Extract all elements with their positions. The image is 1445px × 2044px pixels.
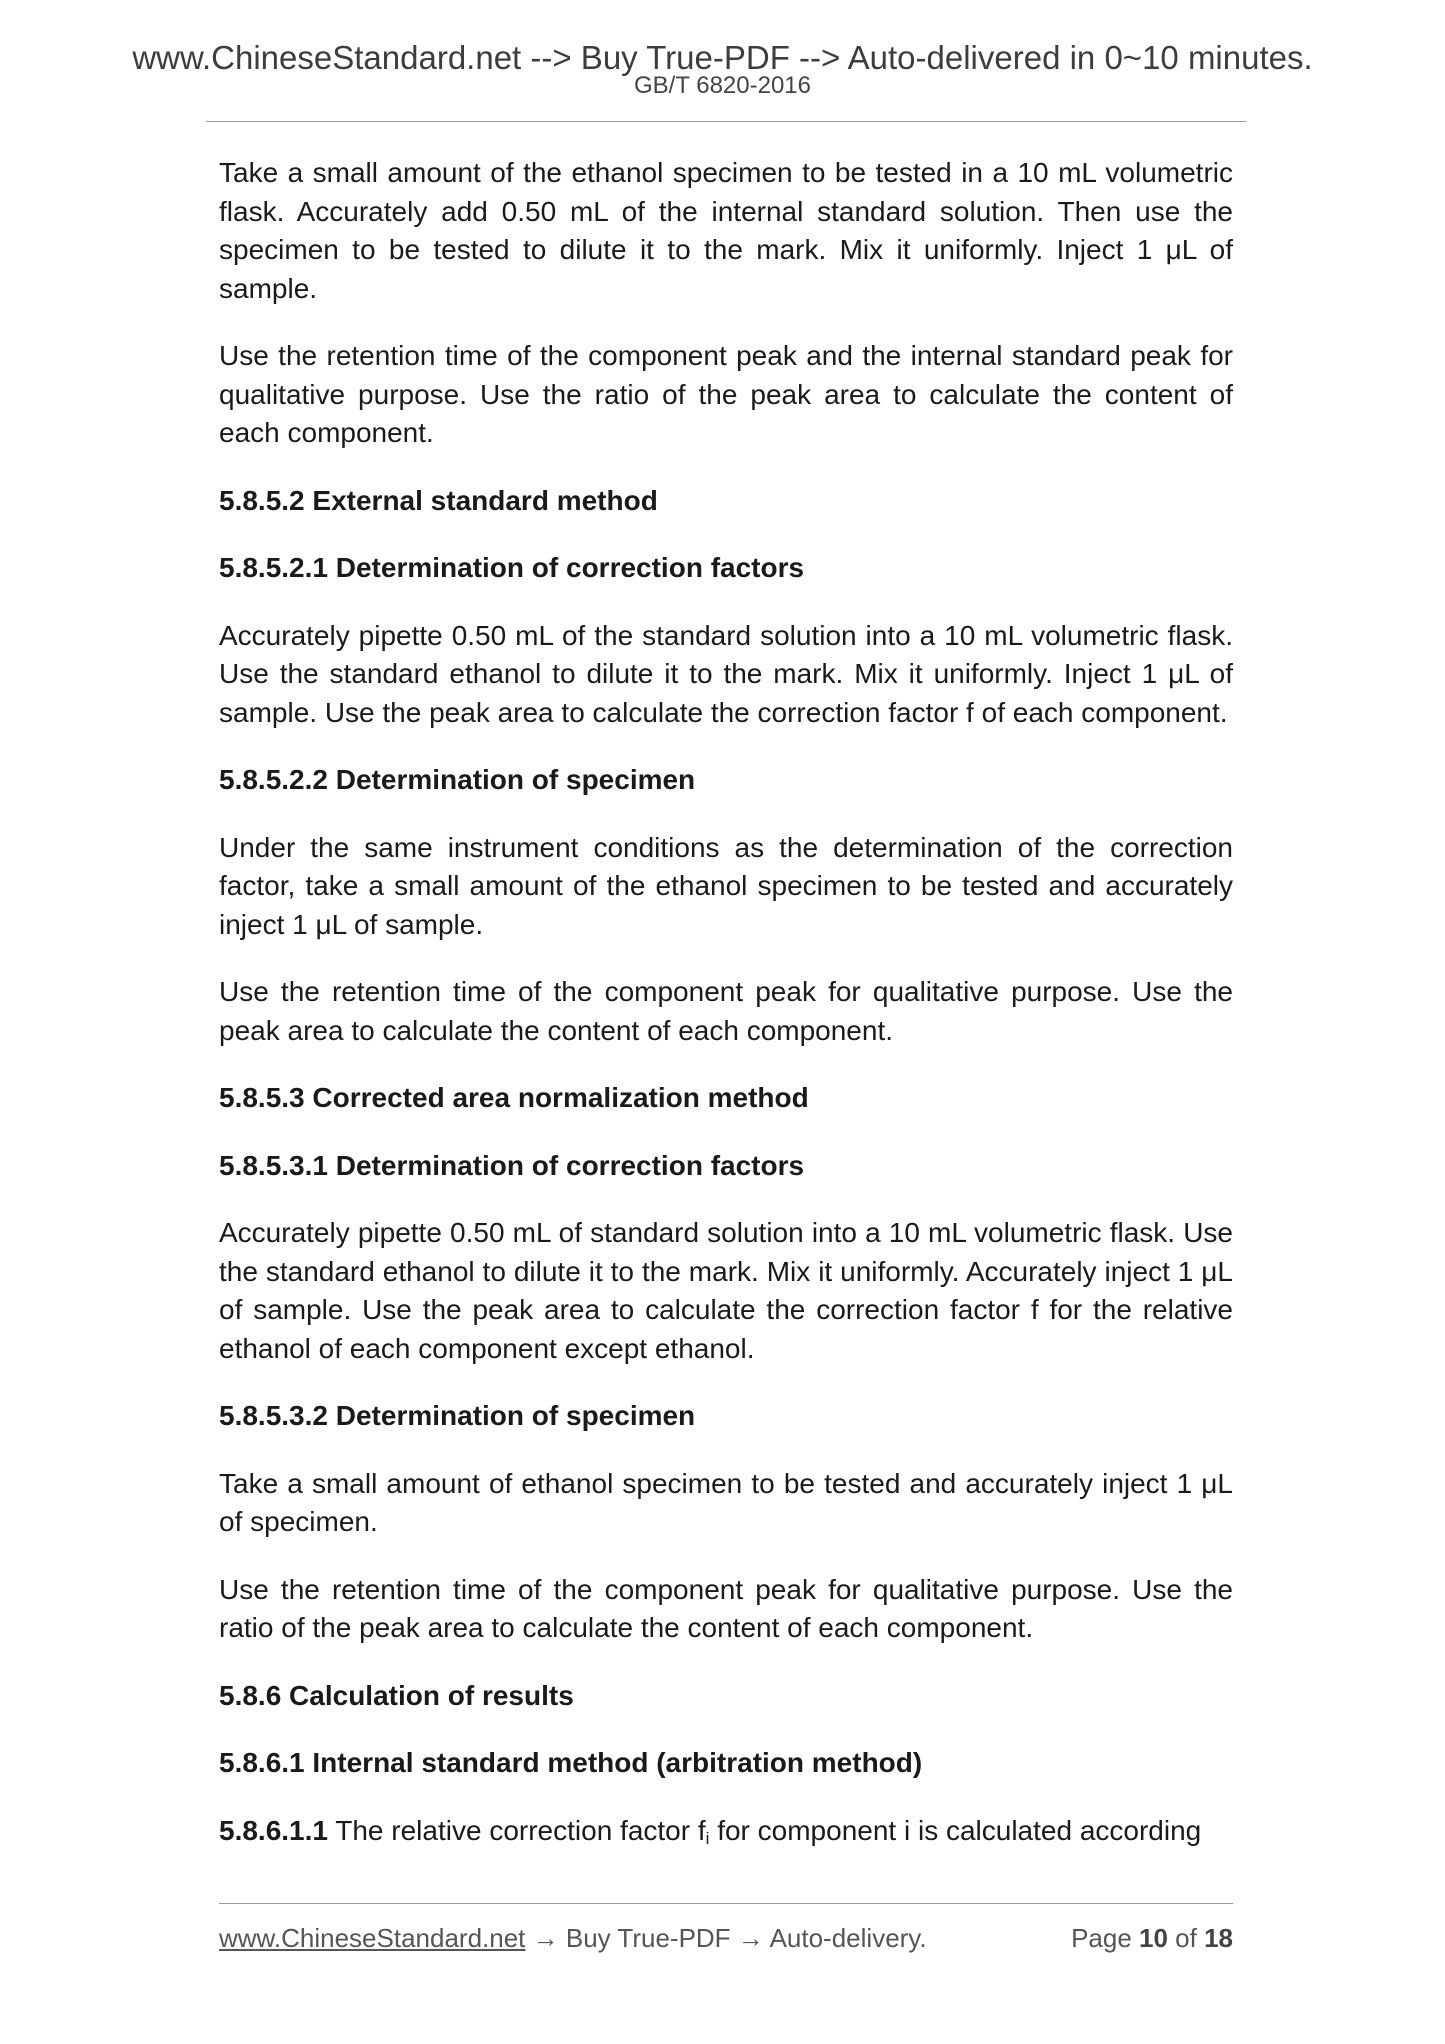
paragraph-qualitative-internal: Use the retention time of the component peak and the internal standard peak for qualitative purpose. Use the ratio of the peak area to calculate the content of each component.	[219, 340, 1233, 448]
site-banner: www.ChineseStandard.net --> Buy True-PDF --> Auto-delivered in 0~10 minutes.	[132, 39, 1313, 76]
page-footer	[219, 1919, 1233, 1957]
page-of: of	[1167, 1923, 1205, 1953]
paragraph-correction-factors-normalization: Accurately pipette 0.50 mL of standard solution into a 10 mL volumetric flask. Use the standard ethanol to dilute it to the mark. Mix it uniformly. Accurately inject 1 μL of sample. Use the peak area to calculate the correction factor f for the relative ethanol of each component except ethanol.	[219, 1217, 1233, 1364]
page-current: 10	[1139, 1923, 1168, 1953]
heading-5-8-6: 5.8.6 Calculation of results	[219, 1679, 574, 1711]
paragraph-relative-correction-factor	[219, 1812, 1233, 1851]
page-number	[1071, 1919, 1233, 1957]
heading-5-8-6-1: 5.8.6.1 Internal standard method (arbitration method)	[219, 1747, 923, 1778]
paragraph-qualitative-normalization: Use the retention time of the component peak for qualitative purpose. Use the ratio of the peak area to calculate the content of each component.	[219, 1573, 1233, 1643]
paragraph-qualitative-external: Use the retention time of the component peak for qualitative purpose. Use the peak area to calculate the content of each component.	[219, 976, 1233, 1046]
footer-site-link[interactable]: www.ChineseStandard.net	[219, 1923, 526, 1953]
footer-delivery-note	[219, 1919, 927, 1957]
heading-5-8-5-2-2: 5.8.5.2.2 Determination of specimen	[219, 764, 696, 795]
paragraph-specimen-external: Under the same instrument conditions as the determination of the correction factor, take a small amount of the ethanol specimen to be tested and accurately inject 1 μL of sample.	[219, 831, 1233, 940]
heading-5-8-5-3-2: 5.8.5.3.2 Determination of specimen	[219, 1400, 696, 1431]
paragraph-specimen-normalization: Take a small amount of ethanol specimen to be tested and accurately inject 1 μL of specimen.	[219, 1467, 1233, 1537]
header-divider	[206, 121, 1246, 122]
footer-delivery-text: → Buy True-PDF → Auto-delivery.	[525, 1923, 927, 1953]
heading-5-8-5-3-1: 5.8.5.3.1 Determination of correction factors	[219, 1149, 805, 1181]
subscript-i: i	[705, 1828, 710, 1848]
heading-5-8-5-2-1: 5.8.5.2.1 Determination of correction factors	[219, 552, 805, 583]
footer-divider	[219, 1903, 1233, 1904]
paragraph-sample-preparation: Take a small amount of the ethanol specimen to be tested in a 10 mL volumetric flask. Accurately add 0.50 mL of the internal standard solution. Then use the specimen to be tested to dilute it to the mark. Mix it uniformly. Inject 1 μL of sample.	[219, 157, 1233, 304]
page-label: Page	[1071, 1923, 1140, 1953]
heading-5-8-5-2: 5.8.5.2 External standard method	[219, 484, 658, 516]
clause-text-b: for component i is calculated according	[709, 1814, 1202, 1846]
clause-text-a: The relative correction factor f	[327, 1814, 706, 1846]
page-total: 18	[1204, 1923, 1233, 1953]
paragraph-correction-factors-external: Accurately pipette 0.50 mL of the standard solution into a 10 mL volumetric flask. Use the standard ethanol to dilute it to the mark. Mix it uniformly. Inject 1 μL of sample. Use the peak area to calculate the correction factor f of each component.	[219, 619, 1233, 728]
document-code: GB/T 6820-2016	[633, 72, 811, 99]
page-content	[219, 154, 1233, 1879]
clause-number: 5.8.6.1.1	[219, 1814, 328, 1846]
heading-5-8-5-3: 5.8.5.3 Corrected area normalization method	[219, 1082, 809, 1113]
